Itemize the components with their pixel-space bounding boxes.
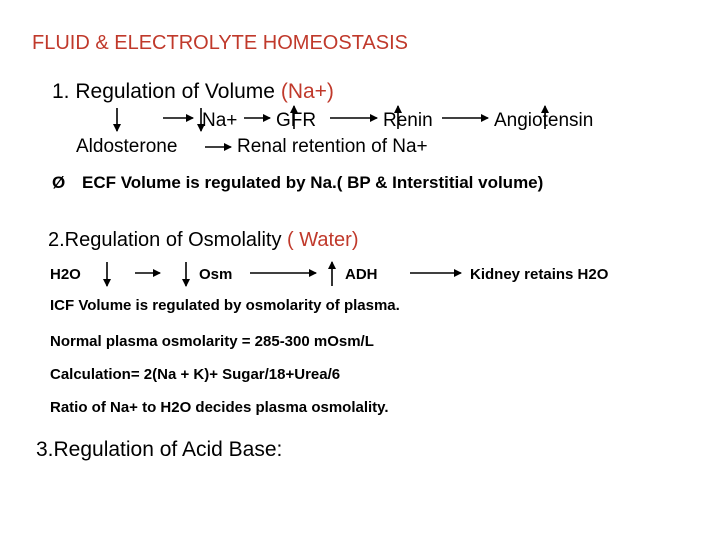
- page-title: FLUID & ELECTROLYTE HOMEOSTASIS: [32, 32, 408, 54]
- angiotensin-label: Angiotensin: [494, 110, 594, 131]
- section2-heading-highlight: ( Water): [287, 229, 359, 251]
- section2-heading-text: 2.Regulation of Osmolality: [48, 229, 282, 251]
- ratio-line: Ratio of Na+ to H2O decides plasma osmolality.: [50, 399, 389, 416]
- section3-heading: 3.Regulation of Acid Base:: [36, 438, 283, 461]
- bullet-arrow-icon: Ø: [52, 173, 66, 192]
- section1-heading-highlight: (Na+): [280, 80, 334, 103]
- osm-label: Osm: [199, 266, 233, 283]
- aldosterone-label: Aldosterone: [76, 136, 178, 157]
- ecf-bullet-text: ECF Volume is regulated by Na.( BP & Interstitial volume): [82, 173, 544, 192]
- renal-retention-label: Renal retention of Na+: [237, 136, 428, 157]
- osmolarity-line: Normal plasma osmolarity = 285-300 mOsm/L: [50, 333, 374, 350]
- h2o-label: H2O: [50, 266, 81, 283]
- na-label: Na+: [202, 110, 238, 131]
- gfr-label: GFR: [276, 110, 317, 131]
- icf-line: ICF Volume is regulated by osmolarity of plasma.: [50, 297, 400, 314]
- renin-label: Renin: [383, 110, 433, 131]
- section1-heading-text: 1. Regulation of Volume: [52, 80, 275, 103]
- adh-label: ADH: [345, 266, 378, 283]
- section1-heading: [52, 80, 334, 104]
- section2-heading: [48, 229, 359, 252]
- calculation-line: Calculation= 2(Na + K)+ Sugar/18+Urea/6: [50, 366, 341, 383]
- kidney-label: Kidney retains H2O: [470, 266, 609, 283]
